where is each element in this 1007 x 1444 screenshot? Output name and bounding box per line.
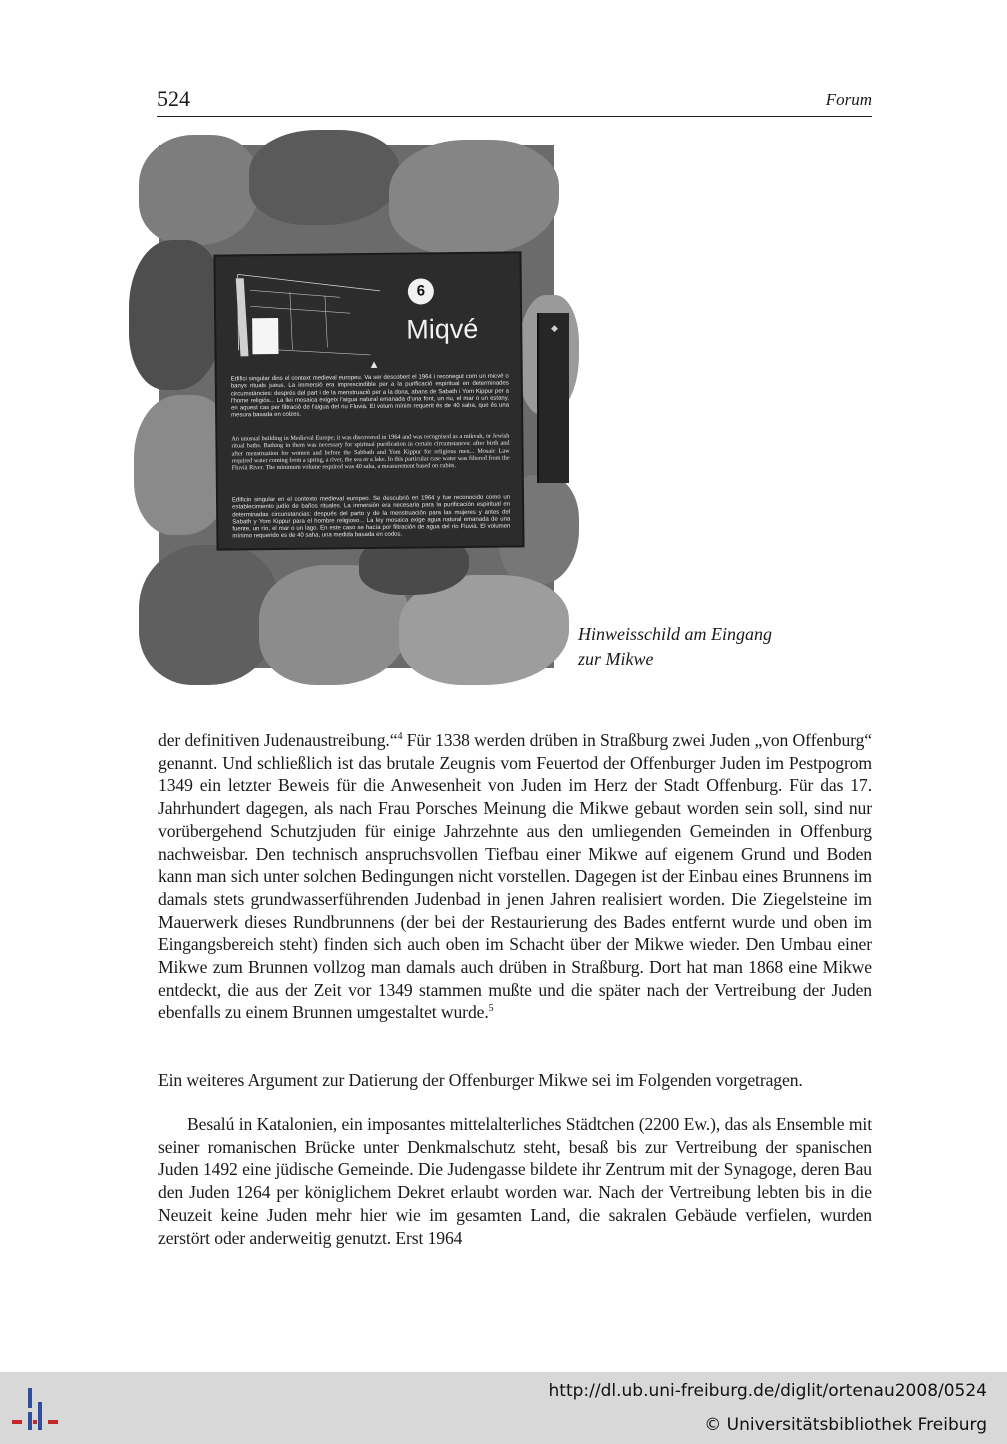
source-url-link[interactable]: http://dl.ub.uni-freiburg.de/diglit/ortenau2008/0524 [548,1381,987,1401]
paragraph [158,729,872,1024]
running-title: Forum [825,90,872,109]
caption-line: zur Mikwe [578,649,654,669]
sign-photo [159,145,558,668]
paragraph [158,1113,872,1249]
north-arrow-icon: ▲ [368,358,380,372]
page-number: 524 [157,86,190,111]
copyright-text: © Universitätsbibliothek Freiburg [704,1415,987,1435]
sign-text-catalan: Edifici singular dins el context medieval europeu. Va ser descobert el 1964 i reconegut com un micvé o banys rituals jueus. La immersió era imprescindible per a la purificació espiritual en determinades circumstàncies: després del part i de la menstruació per a la dona, abans de Sabath i Yom Kippur per a l'home religiós... La llei mosaica exigeix l'aigua natural emanada d'una font, un riu, el mar o un estany, en aquest cas per filtració de l'aigua del riu Fluvià. El volum mínim requerit és de 40 saha, que és una mesura basada en colzes. [230,373,510,419]
sign-text-english: An unusual building in Medieval Europe; it was discovered in 1964 and was recognised as a mikvah, or Jewish ritual baths. Bathing in them was necessary for spiritual purification in certain circumstances: after birth and after menstruation for women and before the Sabbath and Yom Kippur for religious men... Mosaic Law required water coming from a spring, a river, the sea or a lake. In this particular case water was filtered from the Fluvià River. The minimum volume required was 40 saha, a measurement based on cubits. [231,432,510,472]
floor-plan-icon [230,269,381,365]
paragraph-text: Besalú in Katalonien, ein imposantes mittelalterliches Städtchen (2200 Ew.), das als Ensemble mit seiner romanischen Brücke unter Denkmalschutz steht, besaß bis zur Vertreibung der spanischen Juden 1492 eine jüdische Gemeinde. Die Judengasse bildete ihr Zentrum mit der Synagoge, deren Bau den Juden 1264 per königlichem Dekret erlaubt worden war. Nach der Vertreibung lebten bis in die Neuzeit keine Juden mehr hier wie im gesamten Land, die sakralen Gebäude verfielen, wurden zerstört oder anderweitig genutzt. Erst 1964 [158,1114,872,1248]
paragraph-text: der definitiven Judenaustreibung.“ [158,730,398,750]
footnote-ref: 5 [488,1003,494,1015]
sign-number-badge: 6 [408,278,434,304]
miqve-sign [215,253,522,548]
paragraph [158,1069,872,1092]
library-logo-icon [8,1384,64,1434]
sign-text-spanish: Edificio singular en el contexto medieval europeo. Se descubrió en 1964 y fue reconocido como un establecimiento judío de baños rituales. La inmersión era necesaria para la purificación espiritual en determinadas circunstancias: después del parto y de la menstruación para las mujeres y antes del Sabath y Yom Kippur para el hombre religioso... La ley mosaica exige agua natural emanada de una fuente, un río, el mar o un lago. En este caso se hacía por filtración de agua del río Fluvià. El volumen mínimo requerido es de 40 saha, una medida basada en codos. [232,494,511,540]
paragraph-text: Für 1338 werden drüben in Straßburg zwei Juden „von Offenburg“ genannt. Und schließlich ist das brutale Zeugnis vom Feuertod der Offenburger Juden im Pestpogrom 1349 ein letzter Beweis für die Anwesenheit von Juden im Herz der Stadt Offenburg. Für das 17. Jahrhundert dagegen, als nach Frau Porsches Meinung die Mikwe gebaut worden sein soll, sind nur vorübergehend Schutzjuden für einige Jahrzehnte aus den umliegenden Gemeinden in Offenburg nachweisbar. Den technisch anspruchsvollen Tiefbau einer Mikwe auf eigenem Grund und Boden kann man sich unter solchen Bedingungen nicht vorstellen. Dagegen ist der Einbau eines Brunnens im damals stets grundwasserführenden Judenbad in jenen Jahren realisiert worden. Die Ziegelsteine im Mauerwerk dieses Rundbrunnens (der bei der Restaurierung des Bades entfernt wurde und oben im Eingangsbereich steht) finden sich auch oben im Schacht über der Mikwe wieder. Den Umbau einer Mikwe zum Brunnen vollzog man damals auch drüben in Straßburg. Dort hat man 1868 eine Mikwe entdeckt, die aus der Zeit vor 1349 stammen mußte und die später nach der Vertreibung der Juden ebenfalls zu einem Brunnen umgestaltet wurde. [158,730,873,1023]
caption-line: Hinweisschild am Eingang [578,624,772,644]
figure-caption [578,622,838,672]
sign-title: Miqvé [406,313,479,345]
secondary-sign: ◆ [537,313,569,483]
paragraph-text: Ein weiteres Argument zur Datierung der Offenburger Mikwe sei im Folgenden vorgetragen. [158,1070,803,1090]
page-header [157,86,872,117]
footnote-ref: 4 [397,731,403,742]
footer-bar [0,1372,1007,1444]
